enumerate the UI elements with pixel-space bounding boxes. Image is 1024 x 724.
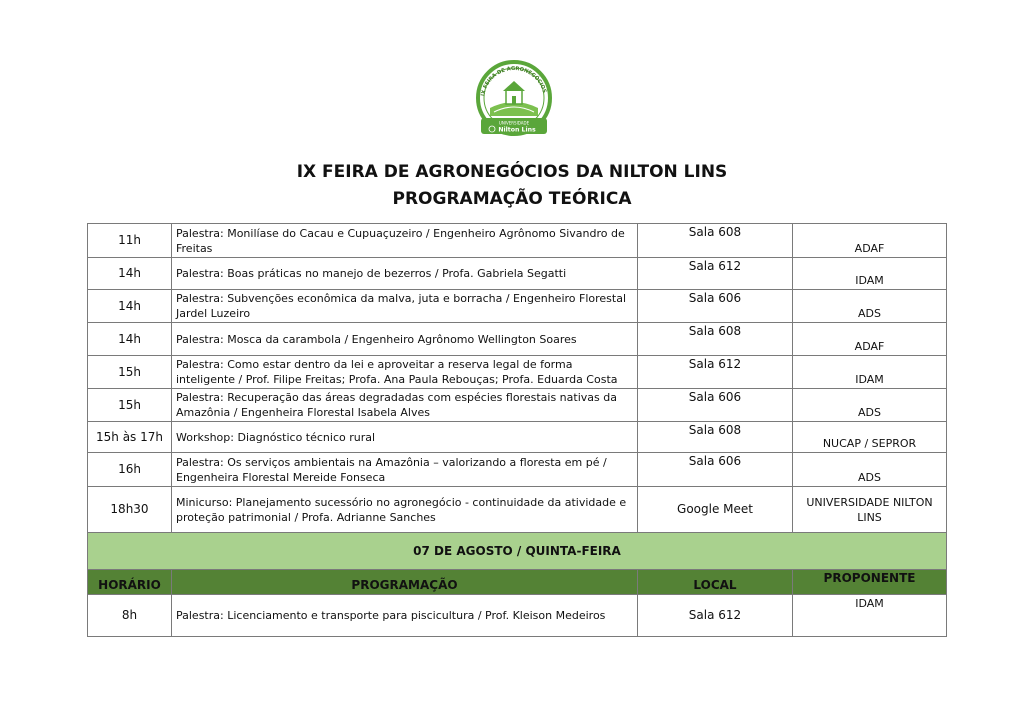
cell-local: Sala 612 [638,356,793,389]
cell-proponent: ADS [793,389,947,422]
cell-local: Sala 606 [638,453,793,487]
cell-program: Palestra: Monilíase do Cacau e Cupuaçuzeiro / Engenheiro Agrônomo Sivandro de Freitas [172,224,638,258]
table-row [88,389,947,422]
cell-local: Sala 606 [638,290,793,323]
cell-program: Palestra: Como estar dentro da lei e aproveitar a reserva legal de forma inteligente / Prof. Filipe Freitas; Profa. Ana Paula Rebouças; Profa. Eduarda Costa [172,356,638,389]
cell-program: Workshop: Diagnóstico técnico rural [172,422,638,453]
table-row [88,422,947,453]
cell-local: Sala 608 [638,224,793,258]
cell-time: 16h [88,453,172,487]
cell-proponent: ADS [793,290,947,323]
table-row [88,595,947,637]
cell-program: Palestra: Licenciamento e transporte para piscicultura / Prof. Kleison Medeiros [172,595,638,637]
logo-arc-text: IX FEIRA DE AGRONEGÓCIOS [480,65,548,97]
cell-proponent: IDAM [793,595,947,637]
page-title: IX FEIRA DE AGRONEGÓCIOS DA NILTON LINS [296,162,728,182]
cell-local: Google Meet [638,487,793,533]
cell-proponent: NUCAP / SEPROR [793,422,947,453]
table-row [88,224,947,258]
table-row [88,290,947,323]
cell-time: 8h [88,595,172,637]
event-logo [466,56,562,140]
cell-program: Palestra: Recuperação das áreas degradadas com espécies florestais nativas da Amazônia / Engenheira Florestal Isabela Alves [172,389,638,422]
cell-time: 15h às 17h [88,422,172,453]
logo-subtitle: UNIVERSIDADE [498,120,530,126]
cell-time: 18h30 [88,487,172,533]
cell-time: 14h [88,290,172,323]
cell-proponent: ADAF [793,224,947,258]
cell-local: Sala 606 [638,389,793,422]
cell-program: Palestra: Mosca da carambola / Engenheiro Agrônomo Wellington Soares [172,323,638,356]
table-row [88,323,947,356]
cell-proponent: IDAM [793,258,947,290]
day-band [88,533,947,570]
cell-time: 15h [88,389,172,422]
col-header-program: PROGRAMAÇÃO [172,570,638,595]
table-row [88,258,947,290]
cell-program: Palestra: Subvenções econômica da malva, juta e borracha / Engenheiro Florestal Jardel Luzeiro [172,290,638,323]
col-header-local: LOCAL [638,570,793,595]
cell-local: Sala 608 [638,323,793,356]
page-subtitle: PROGRAMAÇÃO TEÓRICA [392,189,632,209]
cell-proponent: IDAM [793,356,947,389]
cell-proponent: ADS [793,453,947,487]
day-header: 07 DE AGOSTO / QUINTA-FEIRA [88,533,947,570]
cell-time: 15h [88,356,172,389]
cell-time: 11h [88,224,172,258]
col-header-time: HORÁRIO [88,570,172,595]
cell-proponent: UNIVERSIDADE NILTON LINS [793,487,947,533]
table-row [88,487,947,533]
column-header-row [88,570,947,595]
cell-local: Sala 612 [638,258,793,290]
table-row [88,453,947,487]
col-header-proponent: PROPONENTE [793,570,947,595]
cell-proponent: ADAF [793,323,947,356]
cell-program: Palestra: Boas práticas no manejo de bezerros / Profa. Gabriela Segatti [172,258,638,290]
cell-program: Palestra: Os serviços ambientais na Amazônia – valorizando a floresta em pé / Engenheira Florestal Mereide Fonseca [172,453,638,487]
cell-time: 14h [88,323,172,356]
logo-brand: Nilton Lins [498,126,536,134]
cell-time: 14h [88,258,172,290]
cell-program: Minicurso: Planejamento sucessório no agronegócio - continuidade da atividade e proteção patrimonial / Profa. Adrianne Sanches [172,487,638,533]
cell-local: Sala 612 [638,595,793,637]
schedule-table [87,223,947,637]
table-row [88,356,947,389]
cell-local: Sala 608 [638,422,793,453]
